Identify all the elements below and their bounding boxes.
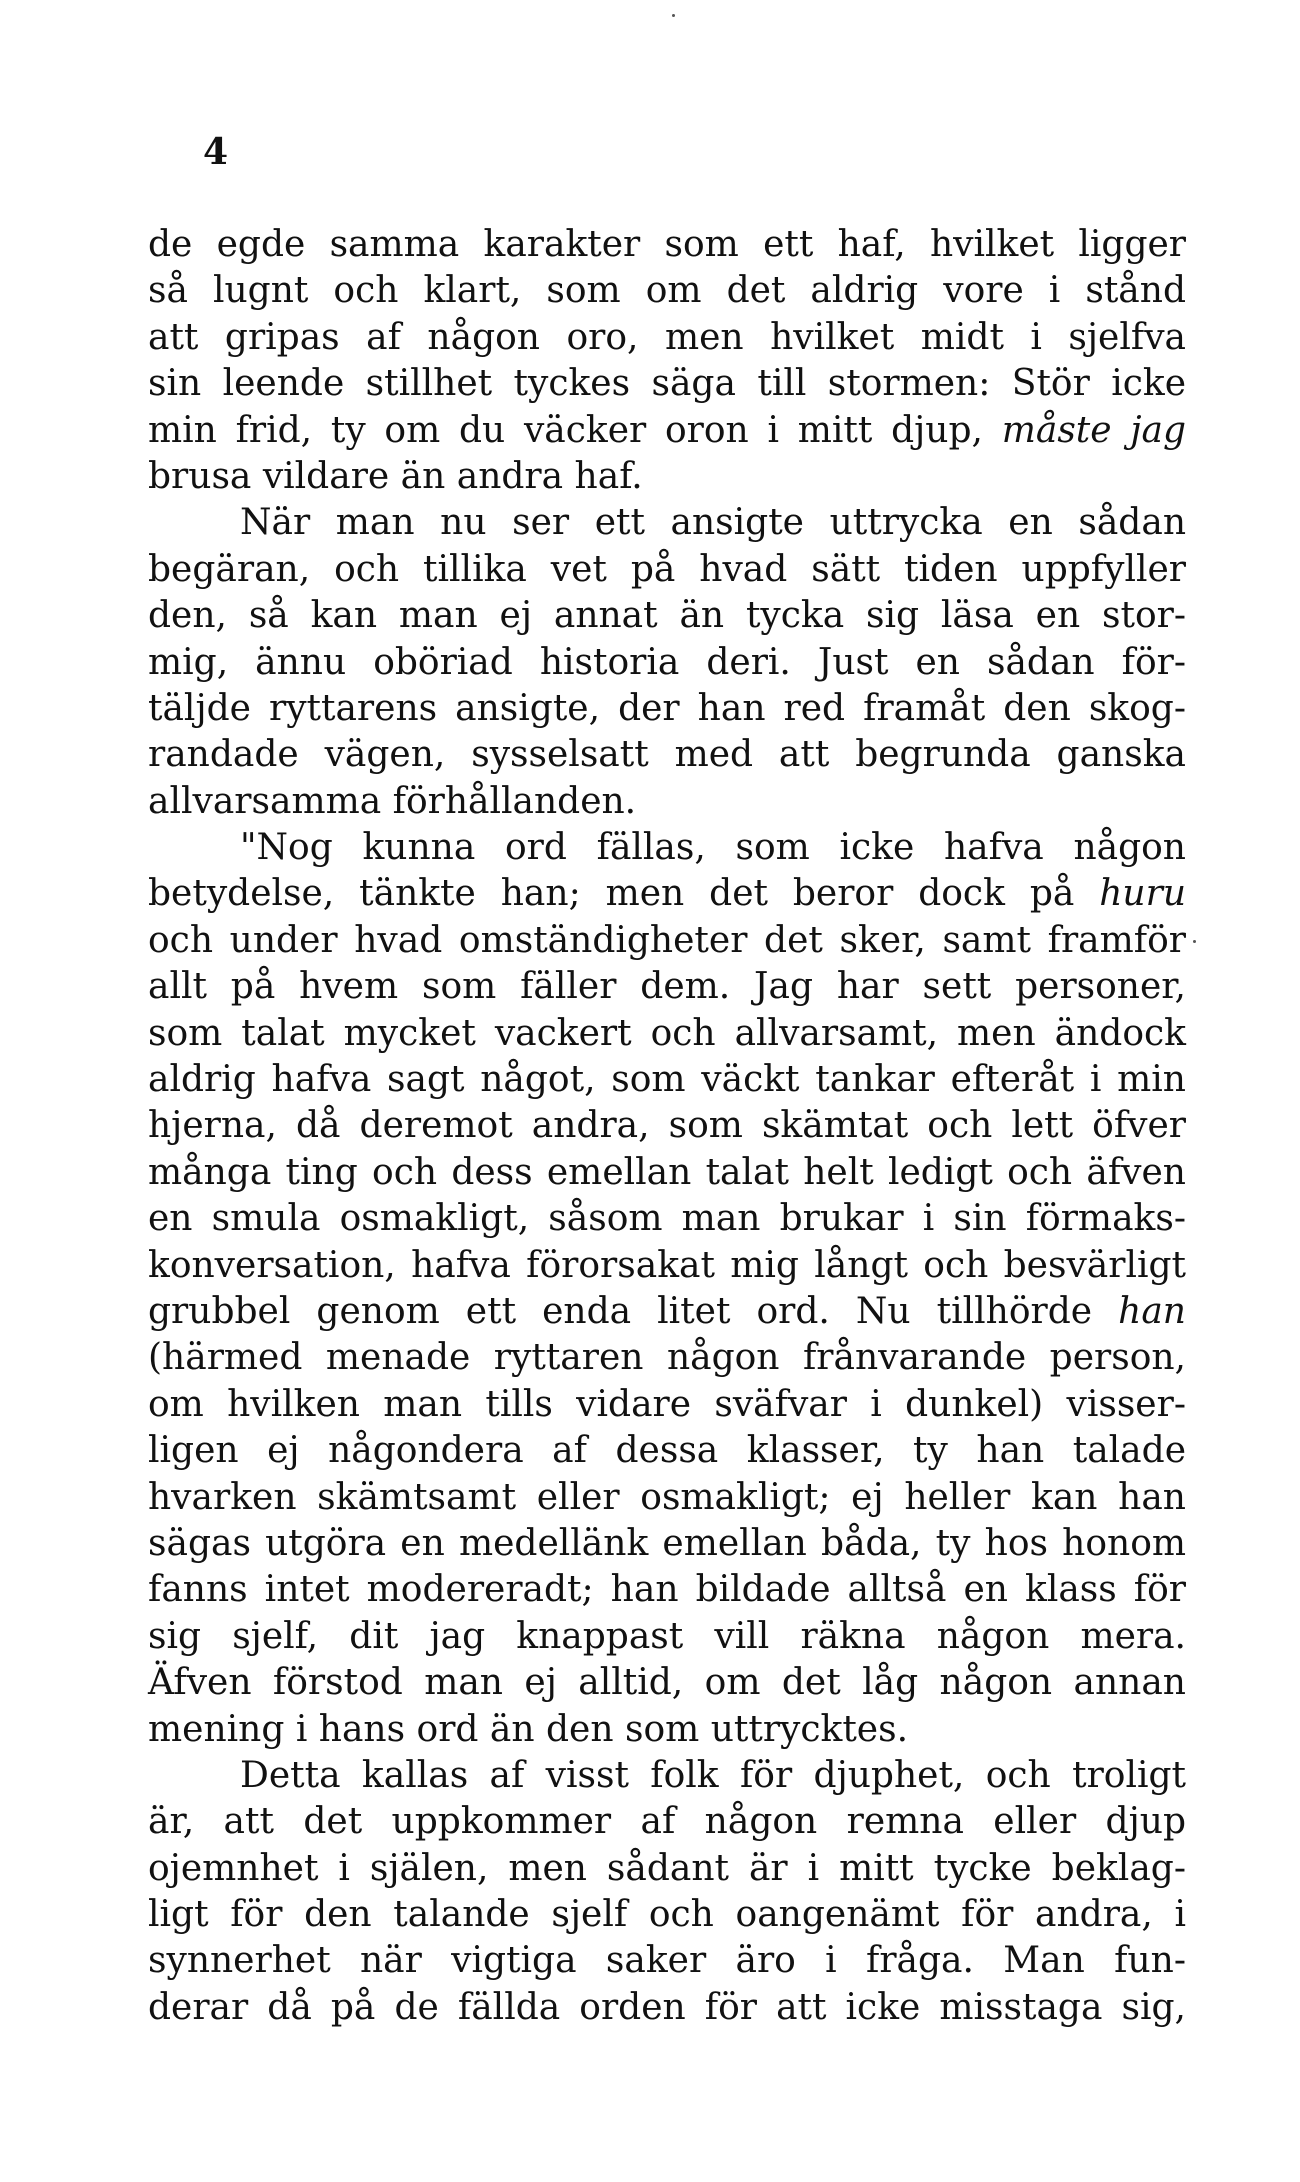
text-line-content: fanns intet modereradt; han bildade alltså en klass för: [148, 1569, 1186, 1611]
text-line-content: ligen ej någondera af dessa klasser, ty han talade: [148, 1430, 1186, 1472]
text-line-content: Detta kallas af visst folk för djuphet, och troligt: [240, 1754, 1186, 1796]
text-line-content: hvarken skämtsamt eller osmakligt; ej heller kan han: [148, 1476, 1186, 1518]
print-speck: [672, 14, 675, 17]
text-line-content: betydelse, tänkte han; men det beror dock på: [148, 873, 1100, 915]
text-line: [148, 500, 1186, 546]
text-line: [148, 1614, 1186, 1660]
body-text: [148, 222, 1186, 2031]
text-line: [148, 593, 1186, 639]
text-line: [148, 1196, 1186, 1242]
text-line-content: täljde ryttarens ansigte, der han red framåt den skog-: [148, 687, 1186, 729]
text-line-content: en smula osmakligt, såsom man brukar i sin förmaks-: [148, 1198, 1186, 1240]
text-line: [148, 454, 1186, 500]
text-line: [148, 222, 1186, 268]
text-line: [148, 964, 1186, 1010]
text-line: [148, 408, 1186, 454]
text-line-content: grubbel genom ett enda litet ord. Nu tillhörde: [148, 1290, 1119, 1332]
text-line: [148, 1892, 1186, 1938]
text-line-content: (härmed menade ryttaren någon frånvarande person,: [148, 1337, 1186, 1379]
text-line: [148, 1103, 1186, 1149]
text-line-content: de egde samma karakter som ett haf, hvilket ligger: [148, 224, 1186, 265]
text-line-content: brusa vildare än andra haf.: [148, 455, 643, 497]
text-line-content: sägas utgöra en medellänk emellan båda, ty hos honom: [148, 1522, 1186, 1564]
text-line: [148, 686, 1186, 732]
text-line: [148, 1243, 1186, 1289]
text-line: [148, 1799, 1186, 1845]
text-line: [148, 1938, 1186, 1984]
text-line-content: hjerna, då deremot andra, som skämtat och lett öfver: [148, 1105, 1186, 1147]
text-line-content: är, att det uppkommer af någon remna eller djup: [148, 1801, 1186, 1843]
text-line: [148, 1846, 1186, 1892]
italic-emphasis: måste jag: [1001, 409, 1186, 451]
print-speck: [1193, 940, 1196, 943]
text-line-content: många ting och dess emellan talat helt ledigt och äfven: [148, 1151, 1186, 1193]
text-line: [148, 732, 1186, 778]
text-line-content: synnerhet när vigtiga saker äro i fråga. Man fun-: [148, 1940, 1186, 1982]
text-line: [148, 871, 1186, 917]
text-line: [148, 1382, 1186, 1428]
text-line-content: så lugnt och klart, som om det aldrig vore i stånd: [148, 270, 1186, 312]
text-line: [148, 825, 1186, 871]
text-line-content: När man nu ser ett ansigte uttrycka en sådan: [240, 502, 1186, 544]
text-line: [148, 1289, 1186, 1335]
text-line-content: och under hvad omständigheter det sker, samt framför: [148, 919, 1186, 961]
text-line: [148, 1011, 1186, 1057]
text-line: [148, 1707, 1186, 1753]
italic-emphasis: huru: [1099, 873, 1186, 915]
text-line: [148, 547, 1186, 593]
text-line: [148, 1335, 1186, 1381]
text-line: [148, 1521, 1186, 1567]
text-line: [148, 361, 1186, 407]
page-number: 4: [203, 131, 229, 173]
text-line: [148, 1660, 1186, 1706]
text-line-content: allvarsamma förhållanden.: [148, 780, 637, 822]
text-line: [148, 1475, 1186, 1521]
text-line-content: aldrig hafva sagt något, som väckt tankar efteråt i min: [148, 1059, 1186, 1101]
text-line-content: sig sjelf, dit jag knappast vill räkna någon mera.: [148, 1615, 1186, 1657]
text-line-content: att gripas af någon oro, men hvilket midt i sjelfva: [148, 316, 1186, 358]
text-line: [148, 1567, 1186, 1613]
text-line: [148, 1753, 1186, 1799]
text-line-content: om hvilken man tills vidare sväfvar i dunkel) visser-: [148, 1383, 1186, 1425]
italic-emphasis: han: [1118, 1290, 1186, 1332]
text-line: [148, 1057, 1186, 1103]
text-line: [148, 1985, 1186, 2031]
text-line: [148, 268, 1186, 314]
text-line-content: konversation, hafva förorsakat mig långt och besvärligt: [148, 1244, 1186, 1286]
text-line-content: ligt för den talande sjelf och oangenämt för andra, i: [148, 1894, 1186, 1936]
text-line-content: mening i hans ord än den som uttrycktes.: [148, 1708, 909, 1750]
text-line-content: begäran, och tillika vet på hvad sätt tiden uppfyller: [148, 548, 1186, 590]
text-line-content: som talat mycket vackert och allvarsamt, men ändock: [148, 1012, 1186, 1054]
text-line-content: randade vägen, sysselsatt med att begrunda ganska: [148, 734, 1186, 776]
text-line-content: derar då på de fällda orden för att icke misstaga sig,: [148, 1986, 1186, 2028]
text-line: [148, 918, 1186, 964]
text-line-content: Äfven förstod man ej alltid, om det låg någon annan: [148, 1662, 1186, 1704]
text-line: [148, 315, 1186, 361]
text-line: [148, 779, 1186, 825]
text-line-content: mig, ännu oböriad historia deri. Just en sådan för-: [148, 641, 1186, 683]
text-line-content: ojemnhet i själen, men sådant är i mitt tycke beklag-: [148, 1847, 1186, 1889]
text-line: [148, 1428, 1186, 1474]
text-line-content: allt på hvem som fäller dem. Jag har sett personer,: [148, 966, 1186, 1008]
text-line: [148, 640, 1186, 686]
text-line: [148, 1150, 1186, 1196]
text-line-content: sin leende stillhet tyckes säga till stormen: Stör icke: [148, 363, 1186, 405]
text-line-content: den, så kan man ej annat än tycka sig läsa en stor-: [148, 595, 1186, 637]
text-line-content: "Nog kunna ord fällas, som icke hafva någon: [240, 827, 1186, 869]
text-line-content: min frid, ty om du väcker oron i mitt djup,: [148, 409, 1002, 451]
